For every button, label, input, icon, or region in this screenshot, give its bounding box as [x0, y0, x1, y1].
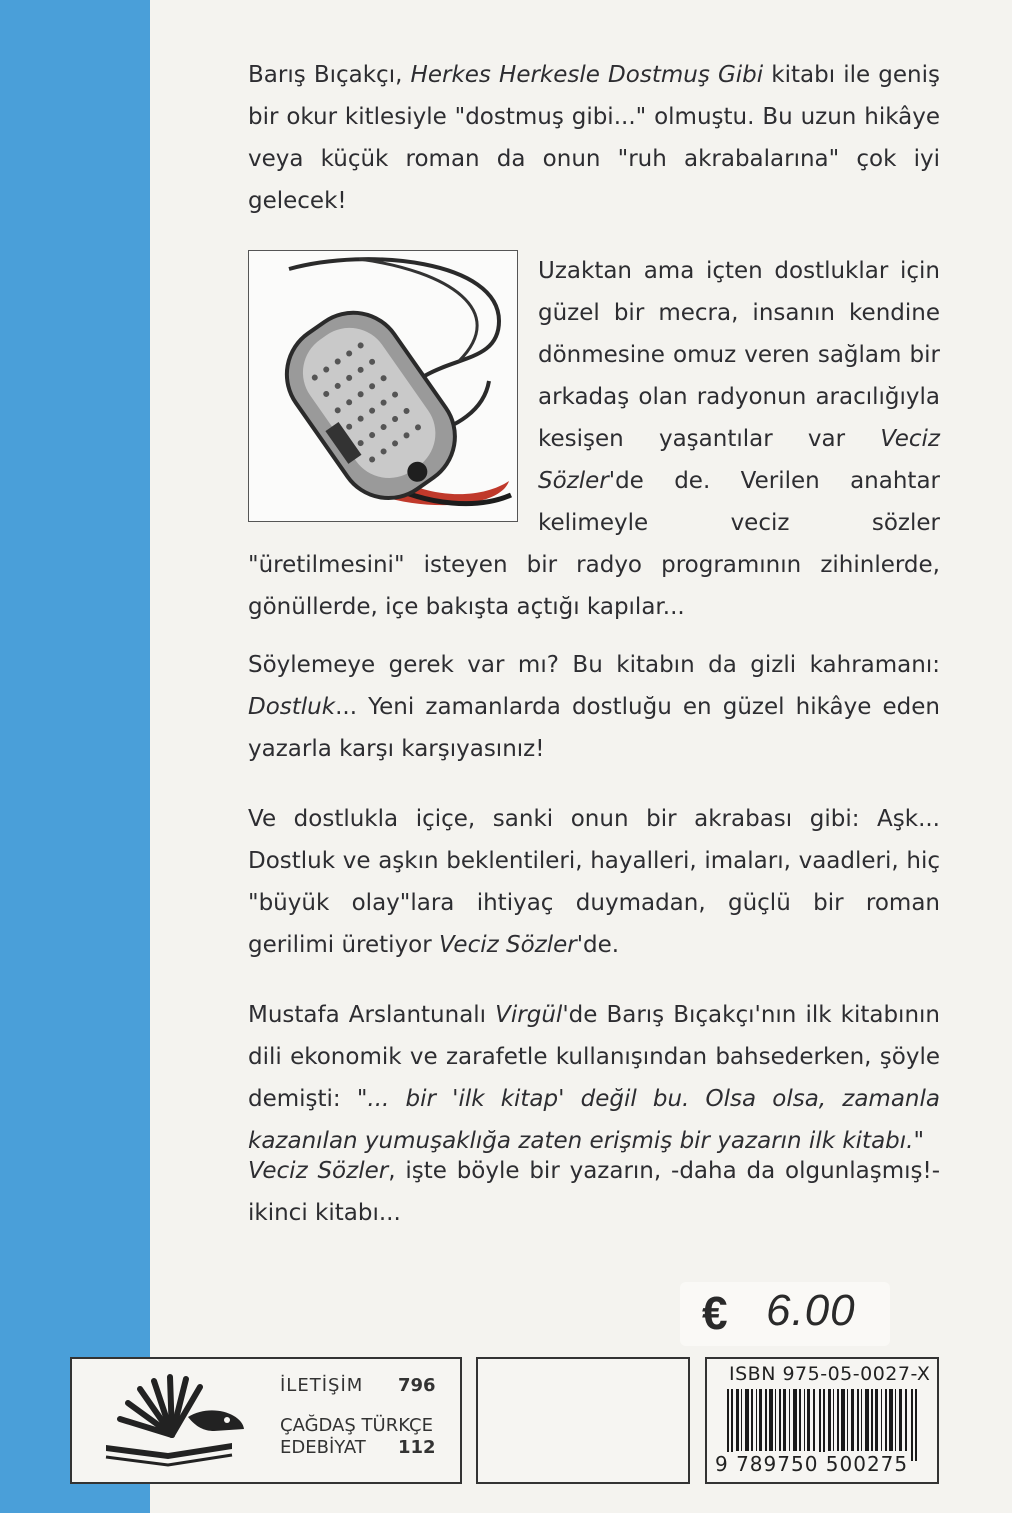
hedgehog-book-logo-icon [92, 1373, 252, 1468]
blurb-paragraph-6: Veciz Sözler, işte böyle bir yazarın, -daha da olgunlaşmış!- ikinci kitabı... [248, 1158, 940, 1226]
blurb-paragraph-3: Söylemeye gerek var mı? Bu kitabın da gizli kahramanı: Dostluk... Yeni zamanlarda dostluğu en güzel hikâye eden yazarla karşı karşıyasınız! [248, 652, 940, 762]
barcode-icon [727, 1389, 919, 1461]
price-sticker [680, 1282, 890, 1346]
barcode-box [705, 1357, 939, 1484]
blurb-paragraph-2-block [248, 250, 940, 628]
publisher-box [70, 1357, 462, 1484]
price-amount: 6.00 [766, 1286, 856, 1335]
blurb-paragraph-5: Mustafa Arslantunalı Virgül'de Barış Bıçakçı'nın ilk kitabının dili ekonomik ve zarafetle kullanışından bahsederken, şöyle demişti: "... bir 'ilk kitap' değil bu. Olsa olsa, zamanla kazanılan yumuşaklığa zaten erişmiş bir yazarın ilk kitabı." [248, 1002, 940, 1154]
price-currency: € [702, 1287, 728, 1339]
publisher-number: 796 [398, 1375, 436, 1396]
blurb-paragraph-4: Ve dostlukla içiçe, sanki onun bir akrabası gibi: Aşk... Dostluk ve aşkın beklentileri, hayalleri, imaları, vaadleri, hiç "büyük olay"lara ihtiyaç duymadan, güçlü bir roman gerilimi üretiyor Veciz Sözler'de. [248, 806, 940, 958]
series-name-line-1: ÇAĞDAŞ TÜRKÇE [280, 1415, 433, 1436]
series-name-line-2: EDEBİYAT [280, 1437, 366, 1458]
blurb-paragraph-1: Barış Bıçakçı, Herkes Herkesle Dostmuş Gibi kitabı ile geniş bir okur kitlesiyle "dostmuş gibi..." olmuştu. Bu uzun hikâye veya küçük roman da onun "ruh akrabalarına" çok iyi gelecek! [248, 62, 940, 214]
series-number: 112 [398, 1437, 436, 1458]
ean-number: 9 789750 500275 [715, 1452, 909, 1476]
blurb-paragraph-2: Uzaktan ama içten dostluklar için güzel bir mecra, insanın kendine dönmesine omuz veren sağlam bir arkadaş olan radyonun aracılığıyla kesişen yaşantılar var Veciz Sözler'de de. Verilen anahtar kelimeyle veciz sözler "üretilmesini" isteyen bir radyo programının zihinlerde, gönüllerde, içe bakışta açtığı kapılar... [248, 258, 940, 620]
publisher-name: İLETİŞİM [280, 1375, 364, 1396]
empty-label-box [476, 1357, 690, 1484]
blue-spine-stripe [0, 0, 150, 1513]
microphone-illustration-icon [248, 250, 518, 522]
isbn-number: ISBN 975-05-0027-X [729, 1363, 931, 1385]
